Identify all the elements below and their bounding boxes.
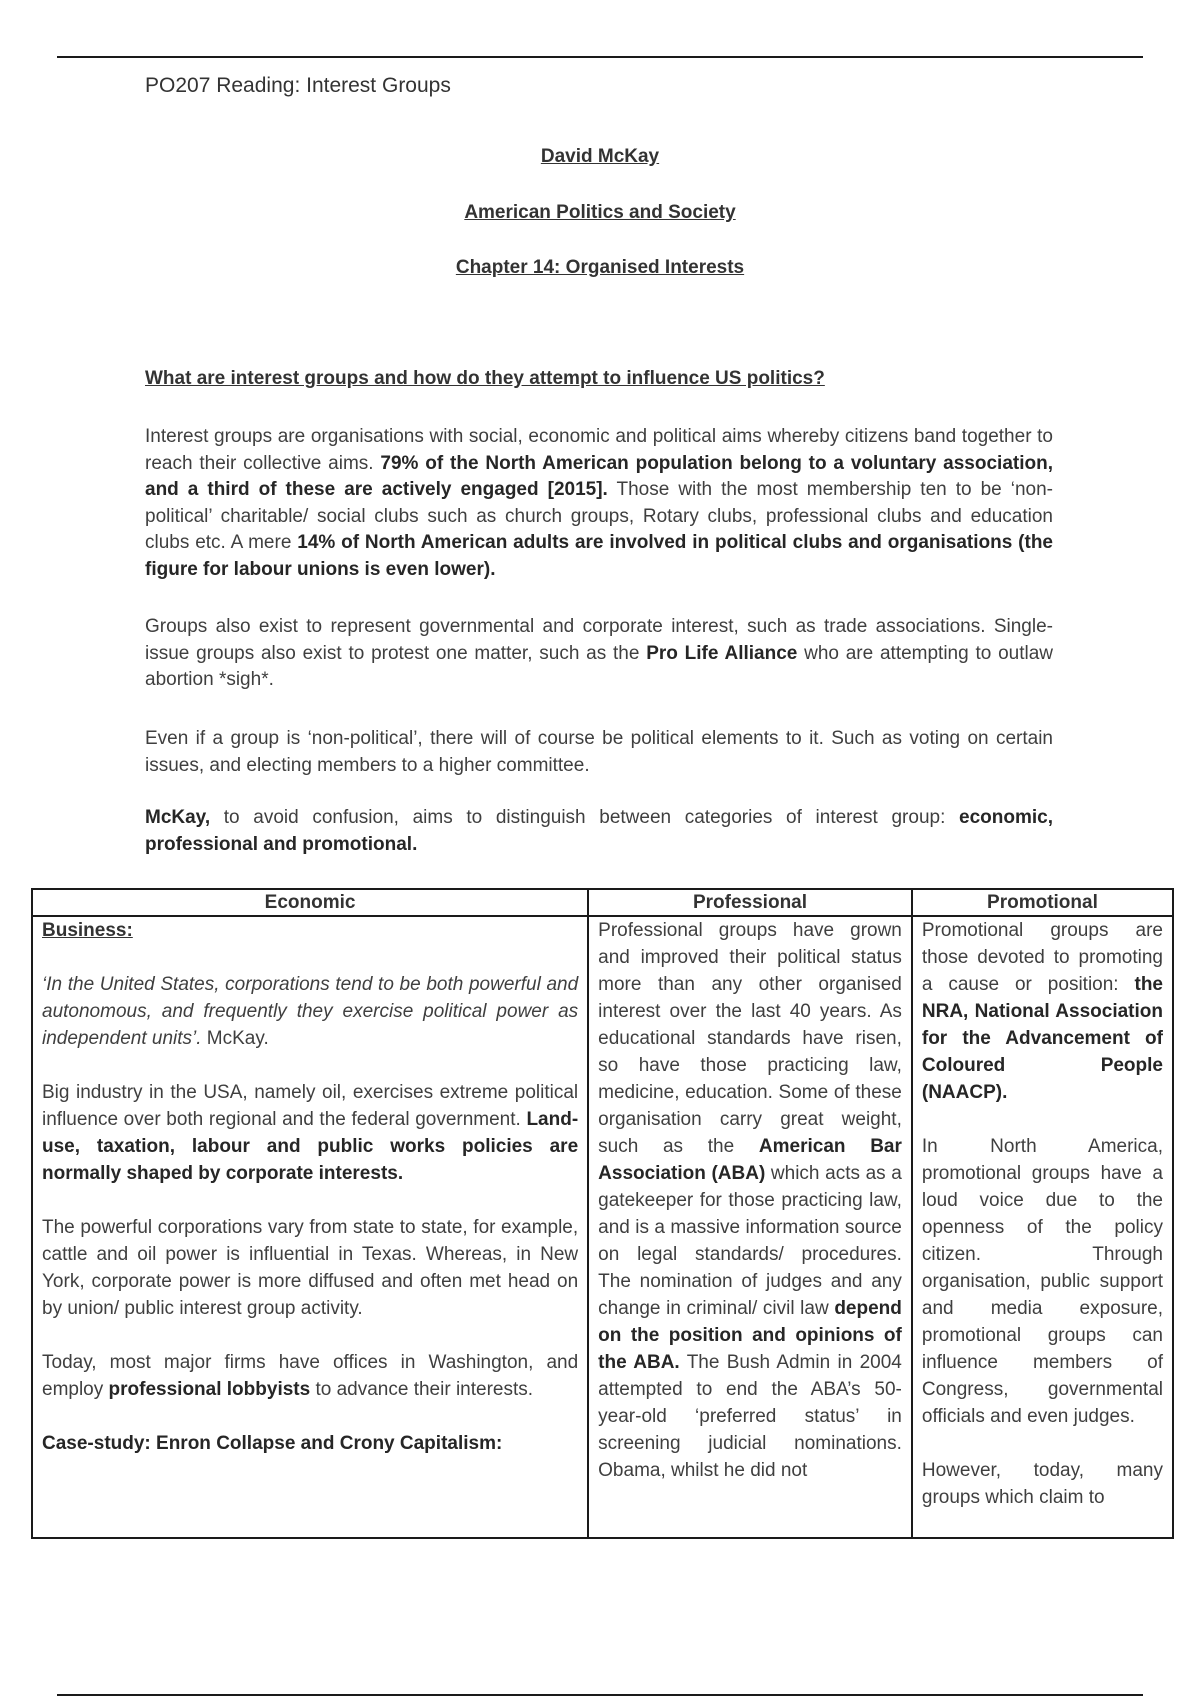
business-quote: ‘In the United States, corporations tend to be both powerful and autonomous, and frequently they exercise political power as independent units’. McKay.	[42, 974, 579, 1049]
business-heading: Business:	[42, 920, 133, 941]
section-heading: What are interest groups and how do they attempt to influence US politics?	[145, 368, 825, 389]
promotional-definition: Promotional groups are those devoted to promoting a cause or position: the NRA, National Association for the Advancement of Coloured People (NAACP).	[921, 920, 1163, 1103]
chapter-title: Chapter 14: Organised Interests	[455, 257, 745, 278]
document-header: PO207 Reading: Interest Groups	[145, 74, 451, 97]
professional-cell	[588, 916, 912, 1538]
lobbyists-text: Today, most major firms have offices in Washington, and employ professional lobbyists to advance their interests.	[42, 1352, 579, 1400]
author-name: David McKay	[540, 146, 660, 167]
bottom-rule	[57, 1694, 1143, 1696]
big-industry-text: Big industry in the USA, namely oil, exercises extreme political influence over both regional and the federal government. Land-use, taxation, labour and public works policies are normally shaped by corporate interests.	[42, 1082, 579, 1184]
intro-paragraph: Interest groups are organisations with social, economic and political aims whereby citizens band together to reach their collective aims. 79% of the North American population belong to a voluntary association, and a third of these are actively engaged [2015]. Those with the most membership ten to be ‘non-political’ charitable/ social clubs such as church groups, Rotary clubs, professional clubs and education clubs etc. A mere 14% of North American adults are involved in political clubs and organisations (the figure for labour unions is even lower).	[145, 426, 1053, 580]
table-row	[32, 916, 1173, 1538]
promotional-influence: In North America, promotional groups have a loud voice due to the openness of the policy citizen. Through organisation, public support and media exposure, promotional groups can influence members of Congress, governmental officials and even judges.	[921, 1136, 1163, 1427]
groups-paragraph: Groups also exist to represent governmental and corporate interest, such as trade associations. Single-issue groups also exist to protest one matter, such as the Pro Life Alliance who are attempting to outlaw abortion *sigh*.	[145, 616, 1054, 690]
case-study-heading: Case-study: Enron Collapse and Crony Capitalism:	[42, 1433, 503, 1454]
corporations-text: The powerful corporations vary from state to state, for example, cattle and oil power is influential in Texas. Whereas, in New York, corporate power is more diffused and often met head on by union/ public interest group activity.	[42, 1217, 579, 1319]
professional-text: Professional groups have grown and improved their political status more than any other organised interest over the last 40 years. As educational standards have risen, so have those practicing law, medicine, education. Some of these organisation carry great weight, such as the American Bar Association (ABA) which acts as a gatekeeper for those practicing law, and is a massive information source on legal standards/ procedures. The nomination of judges and any change in criminal/ civil law depend on the position and opinions of the ABA. The Bush Admin in 2004 attempted to end the ABA’s 50-year-old ‘preferred status’ in screening judicial nominations. Obama, whilst he did not	[598, 920, 902, 1481]
interest-group-table	[31, 888, 1174, 1539]
non-political-paragraph: Even if a group is ‘non-political’, there will of course be political elements to it. Such as voting on certain issues, and electing members to a higher committee.	[145, 728, 1053, 776]
categories-paragraph: McKay, to avoid confusion, aims to distinguish between categories of interest group: economic, professional and promotional.	[145, 807, 1053, 855]
economic-cell	[32, 916, 588, 1538]
promotional-cell	[912, 916, 1173, 1538]
promotional-today: However, today, many groups which claim to	[921, 1460, 1163, 1508]
header-economic: Economic	[32, 889, 588, 916]
top-rule	[57, 56, 1143, 58]
header-professional: Professional	[588, 889, 912, 916]
header-promotional: Promotional	[912, 889, 1173, 916]
book-title: American Politics and Society	[464, 202, 736, 223]
table-header-row	[32, 889, 1173, 916]
